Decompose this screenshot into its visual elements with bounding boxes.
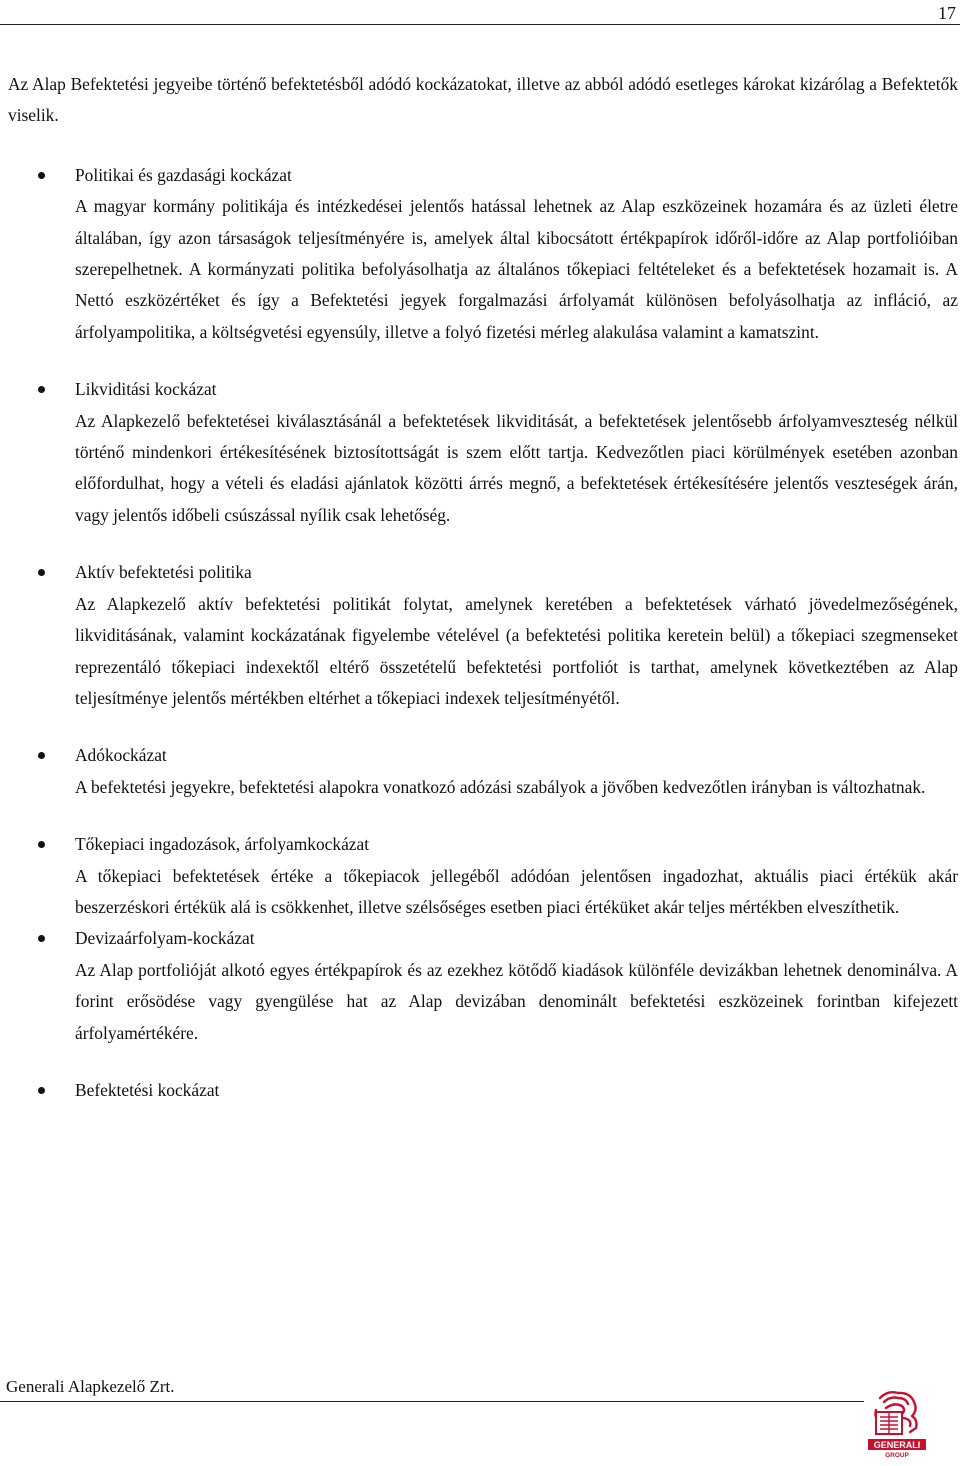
logo-wordmark: GENERALI xyxy=(873,1440,921,1450)
logo-subtext: GROUP xyxy=(885,1452,909,1458)
section-body: Az Alap portfolióját alkotó egyes értékpapírok és az ezekhez kötődő kiadások különféle devizákban lehetnek denominálva. A forint erősödése vagy gyengülése hat az Alap devizában denominált befektetési eszközeinek forintban kifejezett árfolyamértékére. xyxy=(75,959,958,1043)
section-title: Devizaárfolyam-kockázat xyxy=(75,928,255,949)
section-body: A tőkepiaci befektetések értéke a tőkepiacok jellegéből adódóan jelentősen ingadozhat, aktuális piaci értékük akár beszerzéskori értékük alá is csökkenhet, illetve szélsőséges esetben piaci értéküket akár teljes mértékben elveszíthetik. xyxy=(75,865,958,917)
section-body: Az Alapkezelő aktív befektetési politikát folytat, amelynek keretében a befektetések várható jövedelmezőségének, likviditásának, valamint kockázatának figyelembe vételével (a befektetési politika keretein belül) a tőkepiaci szegmenseket reprezentáló tőkepiaci indexektől eltérő összetételű befektetési portfoliót is tarthat, amelynek következtében az Alap teljesítménye jelentős mértékben eltérhet a tőkepiaci indexek teljesítményétől. xyxy=(75,593,958,708)
section-tax-risk xyxy=(8,740,958,803)
section-market-volatility-risk xyxy=(8,829,958,923)
bullet-icon xyxy=(38,386,45,393)
section-body: A magyar kormány politikája és intézkedései jelentős hatással lehetnek az Alap eszközeinek hozamára és az üzleti életre általában, így azon társaságok teljesítményére is, amelyek által kibocsátott értékpapírok időről-időre az Alap portfolióiban szerepelhetnek. A kormányzati politika befolyásolhatja az általános tőkepiaci feltételeket és a befektetések hozamait is. A Nettó eszközértéket és így a Befektetési jegyek forgalmazási árfolyamát különösen befolyásolhatja az infláció, az árfolyampolitika, a költségvetési egyensúly, illetve a folyó fizetési mérleg alakulása valamint a kamatszint. xyxy=(75,196,958,342)
footer-company-name: Generali Alapkezelő Zrt. xyxy=(6,1377,175,1396)
section-liquidity-risk xyxy=(8,374,958,531)
intro-paragraph: Az Alap Befektetési jegyeibe történő befektetésből adódó kockázatokat, illetve az abból adódó esetleges károkat kizárólag a Befektetők viselik. xyxy=(8,74,958,126)
section-active-investment-policy xyxy=(8,557,958,714)
document-body xyxy=(8,69,958,1106)
section-body: A befektetési jegyekre, befektetési alapokra vonatkozó adózási szabályok a jövőben kedvezőtlen irányban is változhatnak. xyxy=(75,776,926,797)
section-investment-risk xyxy=(8,1075,958,1106)
section-body: Az Alapkezelő befektetései kiválasztásánál a befektetések likviditását, a befektetések jelentősebb árfolyamveszteség nélkül történő mindenkori értékesítésének biztosítottságát is szem előtt tartja. Kedvezőtlen piaci körülmények esetében azonban előfordulhat, hogy a vételi és eladási ajánlatok közötti árrés megnő, a befektetések értékesítésére jelentős veszteségek árán, vagy jelentős időbeli csúszással nyílik csak lehetőség. xyxy=(75,410,958,525)
bullet-icon xyxy=(38,752,45,759)
section-title: Tőkepiaci ingadozások, árfolyamkockázat xyxy=(75,834,370,855)
page-number: 17 xyxy=(938,3,956,23)
bullet-icon xyxy=(38,841,45,848)
section-fx-risk xyxy=(8,923,958,1049)
section-title: Aktív befektetési politika xyxy=(75,562,252,583)
section-political-risk xyxy=(8,160,958,348)
bullet-icon xyxy=(38,1087,45,1094)
bullet-icon xyxy=(38,569,45,576)
section-title: Politikai és gazdasági kockázat xyxy=(75,164,292,185)
generali-lion-logo-icon xyxy=(866,1388,928,1458)
section-title: Adókockázat xyxy=(75,745,167,766)
bullet-icon xyxy=(38,172,45,179)
bullet-icon xyxy=(38,935,45,942)
header-rule xyxy=(0,24,960,25)
section-title: Likviditási kockázat xyxy=(75,379,217,400)
footer-rule xyxy=(0,1401,864,1402)
section-title: Befektetési kockázat xyxy=(75,1079,220,1100)
